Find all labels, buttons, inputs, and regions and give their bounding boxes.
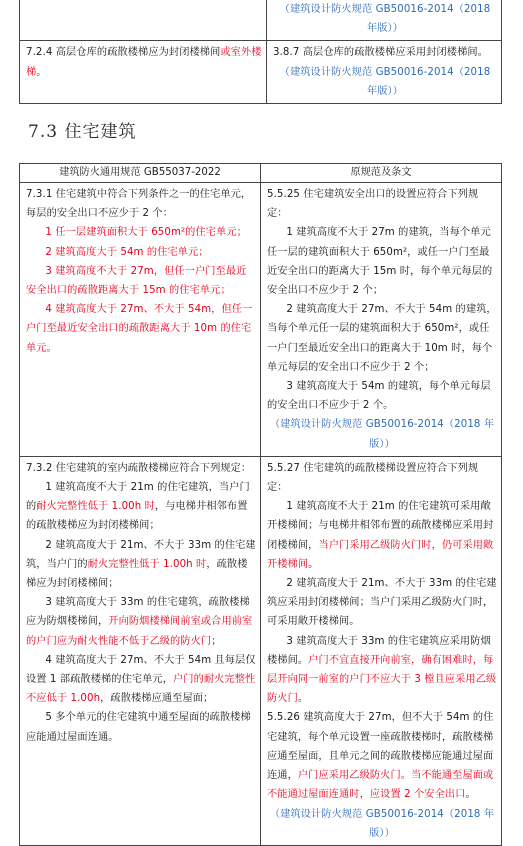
clause-text-highlight: 或室外楼梯 bbox=[26, 47, 262, 78]
clause-item: 1 建筑高度不大于 27m 的建筑，当每个单元任一层的建筑面积大于 650m²，或任一户门至最近安全出口的距离大于 15m 时，每个单元每层的安全出口不应少于 2 个； bbox=[267, 227, 493, 297]
table-row bbox=[20, 183, 502, 457]
source-citation: （建筑设计防火规范 GB50016-2014（2018 年版）） bbox=[279, 66, 491, 97]
clause-item bbox=[267, 632, 497, 709]
clause-item bbox=[267, 497, 497, 574]
clause-item: 2 建筑高度大于 21m、不大于 33m 的住宅建筑应采用封闭楼梯间；当户门采用乙级防火门时，可采用敞开楼梯间。 bbox=[267, 578, 497, 628]
source-citation: （建筑设计防火规范 GB50016-2014（2018 年版）） bbox=[269, 419, 495, 450]
clause-text: 5.5.26 建筑高度大于 27m，但不大于 54m 的住宅建筑，每个单元设置一座疏散楼梯时，疏散楼梯应通至屋面，且单元之间的疏散楼梯应能通过屋面连通， bbox=[267, 712, 494, 782]
clause-text: 4 建筑高度大于 27m、不大于 54m 且每层仅设置 1 部疏散楼梯的住宅单元， bbox=[26, 654, 256, 686]
section-heading: 7.3 住宅建筑 bbox=[28, 122, 137, 142]
clause-text: 。 bbox=[297, 693, 309, 705]
clause-item: 3 建筑高度大于 54m 的建筑，每个单元每层的安全出口不应少于 2 个。 bbox=[267, 381, 491, 412]
clause-item bbox=[26, 593, 256, 651]
clause-text: 。 bbox=[465, 789, 476, 801]
clause-intro: 5.5.27 住宅建筑的疏散楼梯设置应符合下列规定： bbox=[267, 462, 479, 494]
clause-item: 2 建筑高度大于 54m 的住宅单元； bbox=[45, 246, 209, 258]
clause-text: 1 建筑高度不大于 21m 的住宅建筑可采用敞开楼梯间；与电梯井相邻布置的疏散楼梯应采用封闭楼梯间， bbox=[267, 501, 494, 551]
clause-item bbox=[26, 478, 256, 536]
top-comparison-table bbox=[19, 0, 502, 104]
table-cell bbox=[267, 0, 502, 41]
table-cell bbox=[261, 183, 502, 457]
table-cell bbox=[20, 41, 267, 104]
clause-text: 3 建筑高度大于 33m 的住宅建筑应采用防烟楼梯间。 bbox=[267, 635, 491, 666]
table-cell bbox=[267, 41, 502, 104]
source-citation: （建筑设计防火规范 GB50016-2014（2018 年版）） bbox=[279, 4, 491, 35]
table-row bbox=[20, 0, 502, 41]
clause-intro: 5.5.25 住宅建筑安全出口的设置应符合下列规定： bbox=[267, 189, 479, 220]
clause-intro: 7.3.1 住宅建筑中符合下列条件之一的住宅单元，每层的安全出口不应少于 2 个： bbox=[26, 189, 252, 220]
table-header-row bbox=[20, 164, 502, 183]
clause-item: 2 建筑高度大于 27m、不大于 54m 的建筑，当每个单元任一层的建筑面积大于 650m²，或任一户门至最近安全出口的距离大于 10m 时，每个单元每层的安全出口不应少于 2 个； bbox=[267, 304, 497, 373]
clause-text: ，疏散楼梯应为封闭楼梯间； bbox=[26, 558, 248, 590]
clause-text-highlight: 开向防烟楼梯间前室或合用前室的户门应为耐火性能不低于乙级的防火门 bbox=[26, 616, 253, 647]
clause-paragraph bbox=[267, 708, 497, 804]
table-cell bbox=[261, 456, 502, 845]
clause-text: 2 建筑高度大于 21m、不大于 33m 的住宅建筑，当户门的 bbox=[26, 539, 256, 570]
clause-text-highlight: 耐火完整性低于 1.00h 时 bbox=[87, 558, 207, 570]
source-citation: （建筑设计防火规范 GB50016-2014（2018 年版）） bbox=[269, 808, 495, 839]
clause-text: ，与电梯井相邻布置的疏散楼梯应为封闭楼梯间； bbox=[26, 501, 248, 532]
clause-text-highlight: 户门的耐火完整性不应低于 1.00h bbox=[26, 674, 256, 705]
clause-item: 4 建筑高度大于 27m、不大于 54m，但任一户门至最近安全出口的疏散距离大于 10m 的住宅单元。 bbox=[26, 304, 253, 354]
clause-text-highlight: 耐火完整性低于 1.00h 时 bbox=[36, 501, 155, 513]
clause-text: 3.8.7 高层仓库的疏散楼梯应采用封闭楼梯间。 bbox=[273, 47, 488, 59]
clause-text: ； bbox=[211, 635, 222, 647]
clause-item bbox=[26, 536, 256, 594]
column-header-current-code: 建筑防火通用规范 GB55037-2022 bbox=[20, 164, 261, 183]
clause-text: ，疏散楼梯应通至屋面； bbox=[100, 693, 214, 705]
clause-item bbox=[26, 651, 256, 709]
clause-text: 1 建筑高度不大于 21m 的住宅建筑，当户门的 bbox=[26, 482, 250, 513]
clause-item: 3 建筑高度不大于 27m，但任一户门至最近安全出口的疏散距离大于 15m 的住宅单元； bbox=[26, 265, 247, 297]
table-row bbox=[20, 456, 502, 845]
comparison-table bbox=[19, 163, 502, 846]
clause-text: 7.2.4 高层仓库的疏散楼梯应为封闭楼梯间 bbox=[26, 47, 221, 59]
column-header-original-code: 原规范及条文 bbox=[261, 164, 502, 183]
table-row bbox=[20, 41, 502, 104]
clause-text: 。 bbox=[308, 558, 319, 570]
clause-text: 3 建筑高度大于 33m 的住宅建筑，疏散楼梯应为防烟楼梯间， bbox=[26, 597, 250, 628]
clause-item: 5 多个单元的住宅建筑中通至屋面的疏散楼梯应能通过屋面连通。 bbox=[26, 712, 251, 743]
clause-intro: 7.3.2 住宅建筑的室内疏散楼梯应符合下列规定： bbox=[26, 462, 252, 474]
table-cell bbox=[20, 456, 261, 845]
table-cell bbox=[20, 183, 261, 457]
clause-text-highlight: 当户门采用乙级防火门时，仍可采用敞开楼梯间 bbox=[267, 539, 494, 570]
table-cell bbox=[20, 0, 267, 41]
clause-text-highlight: 户门应采用乙级防火门。当不能通至屋面或不能通过屋面连通时，应设置 2 个安全出口 bbox=[267, 770, 494, 801]
clause-text: 。 bbox=[36, 66, 47, 78]
clause-text-highlight: 户门不宜直接开向前室，确有困难时，每层开向同一前室的户门不应大于 3 樘且应采用乙级防火门 bbox=[267, 654, 497, 705]
clause-item: 1 任一层建筑面积大于 650m²的住宅单元； bbox=[45, 227, 247, 239]
